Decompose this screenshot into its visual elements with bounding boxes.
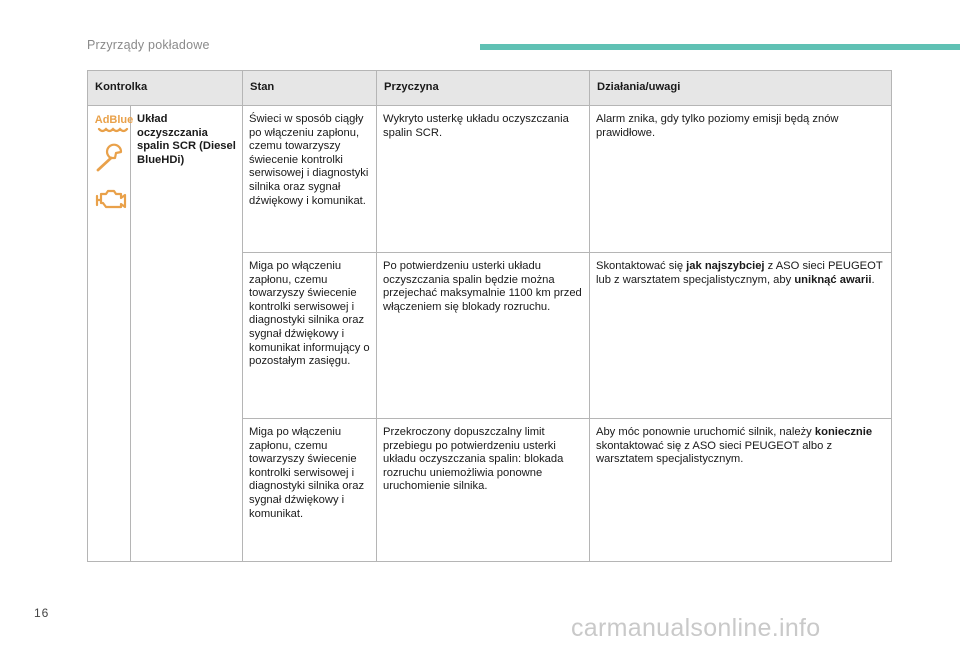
- action-cell: [590, 253, 892, 419]
- table-header-row: [88, 71, 892, 106]
- column-header-cause: Przyczyna: [377, 71, 590, 106]
- wrench-icon: [94, 143, 130, 175]
- column-header-action: Działania/uwagi: [590, 71, 892, 106]
- indicator-icons-cell: [88, 106, 134, 562]
- action-emphasis: koniecznie: [814, 426, 873, 438]
- column-header-state: Stan: [243, 71, 377, 106]
- warning-lights-table: [87, 70, 892, 562]
- state-cell: Miga po włączeniu zapłonu, czemu towarzyszy świecenie kontrolki serwisowej i diagnostyki silnika oraz sygnał dźwiękowy i komunikat.: [243, 419, 377, 562]
- adblue-icon-label: AdBlue: [94, 114, 134, 126]
- action-emphasis: uniknąć awarii: [794, 273, 872, 286]
- action-emphasis: jak najszybciej: [686, 260, 765, 272]
- action-text: .: [871, 273, 875, 286]
- engine-icon: [94, 183, 130, 215]
- watermark: carmanualsonline.info: [571, 614, 821, 642]
- action-cell: [590, 106, 892, 253]
- section-title: Przyrządy pokładowe: [87, 38, 210, 52]
- page-number: 16: [34, 606, 50, 620]
- adblue-icon: [94, 113, 134, 137]
- table-row: [88, 106, 892, 253]
- indicator-name: Układ oczyszczania spalin SCR (Diesel BlueHDi): [131, 106, 243, 562]
- action-text: Aby móc ponownie uruchomić silnik, należy: [596, 426, 815, 438]
- cause-cell: Przekroczony dopuszczalny limit przebiegu po potwierdzeniu usterki układu oczyszczania spalin: blokada rozruchu uniemożliwia ponowne uruchomienie silnika.: [377, 419, 590, 562]
- action-cell: [590, 419, 892, 562]
- state-cell: Świeci w sposób ciągły po włączeniu zapłonu, czemu towarzyszy świecenie kontrolki serwisowej i diagnostyki silnika oraz sygnał dźwiękowy i komunikat.: [243, 106, 377, 253]
- action-text: skontaktować się z ASO sieci PEUGEOT albo z warsztatem specjalistycznym.: [596, 439, 833, 466]
- action-text: z ASO sieci PEUGEOT lub z warsztatem specjalistycznym, aby: [596, 260, 883, 286]
- header-accent-bar: [480, 44, 960, 50]
- cause-cell: Po potwierdzeniu usterki układu oczyszczania spalin będzie można przejechać maksymalnie 1100 km przed włączeniem się blokady rozruchu.: [377, 253, 590, 419]
- action-text: Skontaktować się: [596, 260, 687, 272]
- column-header-indicator: Kontrolka: [88, 71, 243, 106]
- action-text: Alarm znika, gdy tylko poziomy emisji będą znów prawidłowe.: [596, 113, 839, 139]
- cause-cell: Wykryto usterkę układu oczyszczania spalin SCR.: [377, 106, 590, 253]
- state-cell: Miga po włączeniu zapłonu, czemu towarzyszy świecenie kontrolki serwisowej i diagnostyki silnika oraz sygnał dźwiękowy i komunikat informujący o pozostałym zasięgu.: [243, 253, 377, 419]
